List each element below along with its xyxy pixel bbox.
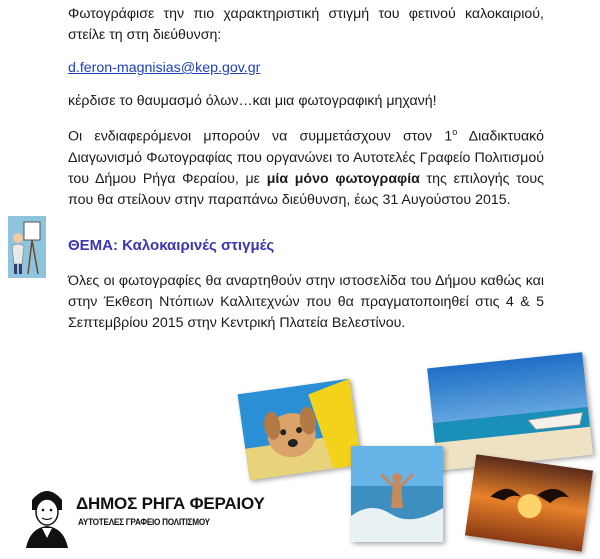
woman-waves-photo [351,446,443,542]
email-paragraph [68,58,544,79]
rigas-feraios-portrait-icon [22,480,72,550]
email-link[interactable]: d.feron-magnisias@kep.gov.gr [68,60,261,76]
dolphins-sunset-photo [465,454,593,552]
details-paragraph [68,122,544,211]
beach-boat-photo [427,352,593,471]
logo-title: ΔΗΜΟΣ ΡΗΓΑ ΦΕΡΑΙΟΥ [76,494,265,513]
details-part2: Διαδικτυακό Διαγωνισμό Φωτογραφίας που οργανώνει το Αυτοτελές Γραφείο Πολιτισμού του Δήμου Ρήγα Φεραίου, με [68,128,544,187]
details-part3: της επιλογής τους που θα στείλουν στην παραπάνω διεύθυνση, έως 31 Αυγούστου 2015. [68,170,545,208]
ordinal: ο [452,127,458,137]
details-bold: μία μόνο φωτογραφία [266,170,420,187]
municipality-logo [22,480,265,550]
prize-text: κέρδισε το θαυμασμό όλων…και μια φωτογραφική μηχανή! [68,93,437,109]
publication-text: Όλες οι φωτογραφίες θα αναρτηθούν στην ιστοσελίδα του Δήμου καθώς και στην Έκθεση Ντόπιων Καλλιτεχνών που θα πραγματοποιηθεί στις 4 & 5 Σεπτεμβρίου 2015 στην Κεντρική Πλατεία Βελεστίνου. [68,273,544,331]
intro-text: Φωτογράφισε την πιο χαρακτηριστική στιγμή του φετινού καλοκαιριού, στείλε τη στη διεύθυνση: [68,6,544,43]
theme-heading: ΘΕΜΑ: Καλοκαιρινές στιγμές [68,237,275,254]
painter-clipart-icon [8,216,46,278]
details-part1: Οι ενδιαφερόμενοι μπορούν να συμμετάσχουν στον 1 [68,128,453,145]
dog-photo [237,379,361,481]
logo-subtitle: ΑΥΤΟΤΕΛΕΣ ΓΡΑΦΕΙΟ ΠΟΛΙΤΙΣΜΟΥ [78,517,210,528]
